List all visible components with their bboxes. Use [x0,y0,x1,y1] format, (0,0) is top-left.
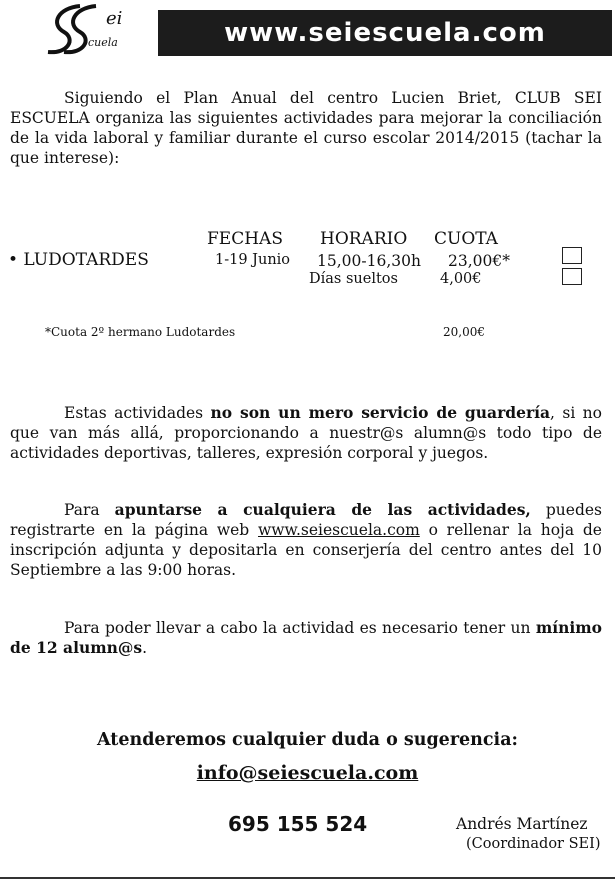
fechas-value: 1-19 Junio [215,252,291,268]
bottom-divider [0,877,615,879]
cuota-value: 23,00€* [448,252,510,270]
p2-before: Estas actividades [64,404,211,422]
p3-before: Para [64,501,115,519]
coordinator-role: (Coordinador SEI) [466,836,601,852]
p4-before: Para poder llevar a cabo la actividad es necesario tener un [64,619,536,637]
paragraph-minimum [10,618,602,658]
activity-ludotardes: • LUDOTARDES [8,250,149,270]
checkbox-dias-sueltos[interactable] [562,268,582,285]
sei-escuela-logo [38,2,148,60]
website-banner: www.seiescuela.com [158,10,612,56]
p3-mid: puedes registrarte en la página web [10,501,602,539]
intro-text: Siguiendo el Plan Anual del centro Lucien Briet, CLUB SEI ESCUELA organiza las siguientes actividades para mejorar la conciliación de la vida laboral y familiar durante el curso escolar 2014/2015 (tachar la que interese): [10,89,602,167]
col-header-horario: HORARIO [320,229,408,249]
checkbox-ludotardes[interactable] [562,247,582,264]
p2-bold: no son un mero servicio de guardería [210,403,551,422]
phone-number: 695 155 524 [228,812,368,836]
note-second-sibling: *Cuota 2º hermano Ludotardes [45,325,236,339]
p4-after: . [142,639,148,657]
website-link[interactable]: www.seiescuela.com [258,521,420,539]
col-header-cuota: CUOTA [434,229,498,249]
contact-cta: Atenderemos cualquier duda o sugerencia: [96,730,518,750]
horario-value: 15,00-16,30h [317,252,421,270]
paragraph-signup [10,500,602,580]
p2-after: , si no que van más allá, proporcionando a nuestr@s alumn@s todo tipo de actividades deportivas, talleres, expresión corporal y juegos. [10,404,602,462]
note-second-sibling-cuota: 20,00€ [443,325,485,339]
header [8,2,608,64]
email-link[interactable]: info@seiescuela.com [196,762,419,784]
dias-sueltos-label: Días sueltos [309,271,398,287]
coordinator-name: Andrés Martínez [456,815,588,833]
logo-text-bottom: cuela [88,36,118,49]
p4-bold: mínimo de 12 alumn@s [10,618,602,657]
col-header-fechas: FECHAS [207,229,283,249]
paragraph-activities [10,403,602,463]
intro-paragraph [10,88,602,168]
logo-text-top: ei [106,8,123,29]
p3-after: o rellenar la hoja de inscripción adjunta y depositarla en conserjería del centro antes del 10 Septiembre a las 9:00 horas. [10,521,602,579]
p3-bold: apuntarse a cualquiera de las actividades, [114,500,531,519]
dias-sueltos-cuota: 4,00€ [440,271,482,287]
